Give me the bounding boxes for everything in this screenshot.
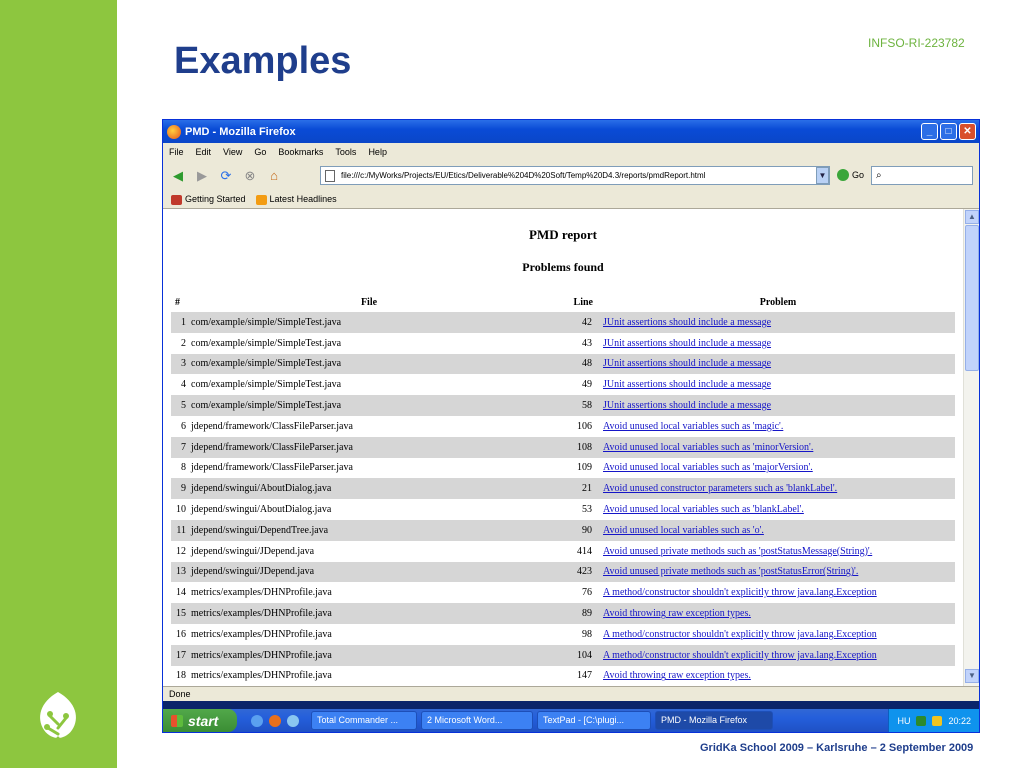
problem-link[interactable]: Avoid unused local variables such as 'o'.: [603, 524, 764, 536]
clock: 20:22: [948, 715, 971, 726]
table-row: [171, 562, 955, 583]
header-line: Line: [573, 296, 593, 308]
table-row: [171, 374, 955, 395]
table-row: [171, 541, 955, 562]
row-problem: [601, 520, 955, 541]
row-file: jdepend/swingui/JDepend.java: [191, 545, 315, 557]
table-row: [171, 624, 955, 645]
row-file: jdepend/swingui/DependTree.java: [189, 520, 549, 541]
row-line: 48: [549, 354, 601, 375]
row-number: 8: [181, 462, 186, 474]
row-line: 147: [577, 670, 592, 682]
go-arrow-icon: [837, 169, 849, 181]
problem-link[interactable]: Avoid unused local variables such as 'magic'.: [603, 420, 784, 432]
row-line: 109: [577, 462, 592, 474]
table-row: [171, 666, 955, 686]
row-line: 42: [549, 312, 601, 333]
row-file: com/example/simple/SimpleTest.java: [189, 395, 549, 416]
menu-help[interactable]: Help: [368, 147, 387, 157]
table-row: [171, 478, 955, 499]
menu-view[interactable]: View: [223, 147, 243, 157]
row-problem: [601, 416, 955, 437]
menu-go[interactable]: Go: [254, 147, 267, 157]
table-row: [171, 354, 955, 375]
task-total-commander[interactable]: Total Commander ...: [311, 711, 417, 730]
problem-link[interactable]: JUnit assertions should include a message: [603, 400, 772, 412]
row-number: 13: [171, 562, 189, 583]
row-file: jdepend/framework/ClassFileParser.java: [191, 462, 353, 474]
row-problem: [601, 458, 955, 479]
home-icon[interactable]: ⌂: [270, 168, 278, 183]
language-indicator[interactable]: HU: [897, 715, 911, 726]
table-row: [171, 603, 955, 624]
row-number: 10: [176, 504, 186, 516]
quick-launch: [251, 715, 299, 727]
firefox-launch-icon[interactable]: [269, 715, 281, 727]
row-line: 58: [549, 395, 601, 416]
tray-network-icon[interactable]: [932, 716, 942, 726]
problem-link[interactable]: Avoid unused constructor parameters such as 'blankLabel'.: [603, 483, 838, 495]
problem-link[interactable]: Avoid throwing raw exception types.: [603, 670, 751, 682]
reload-icon[interactable]: ⟳: [220, 168, 232, 183]
bookmark-getting-started[interactable]: [171, 194, 246, 205]
problem-link[interactable]: JUnit assertions should include a message: [603, 379, 772, 391]
row-line: 21: [549, 478, 601, 499]
row-line: 108: [549, 437, 601, 458]
ie-icon[interactable]: [251, 715, 263, 727]
slide-footer: GridKa School 2009 – Karlsruhe – 2 September 2009: [700, 742, 974, 754]
scroll-up-icon[interactable]: ▲: [965, 210, 979, 224]
minimize-button[interactable]: _: [921, 123, 938, 140]
app-launch-icon[interactable]: [287, 715, 299, 727]
row-number: 5: [171, 395, 189, 416]
row-file: com/example/simple/SimpleTest.java: [189, 312, 549, 333]
row-file: jdepend/swingui/AboutDialog.java: [189, 478, 549, 499]
close-button[interactable]: ✕: [959, 123, 976, 140]
task-firefox[interactable]: PMD - Mozilla Firefox: [655, 711, 773, 730]
row-line: 89: [549, 603, 601, 624]
row-problem: [601, 562, 955, 583]
page-content: [163, 209, 963, 686]
row-problem: [601, 437, 955, 458]
slide-reference: INFSO-RI-223782: [868, 36, 965, 50]
report-title: PMD report: [529, 227, 597, 242]
navigation-toolbar: [163, 161, 979, 191]
row-line: 423: [549, 562, 601, 583]
row-problem: [601, 333, 955, 354]
header-num: #: [175, 296, 180, 308]
row-number: 12: [176, 545, 186, 557]
row-file: jdepend/framework/ClassFileParser.java: [191, 420, 353, 432]
scroll-thumb[interactable]: [965, 225, 979, 371]
row-number: 7: [171, 437, 189, 458]
row-number: 18: [176, 670, 186, 682]
problem-link[interactable]: Avoid unused private methods such as 'postStatusMessage(String)'.: [603, 545, 873, 557]
row-line: 43: [582, 337, 592, 349]
menu-tools[interactable]: Tools: [335, 147, 357, 157]
row-line: 98: [582, 628, 592, 640]
row-line: 104: [549, 645, 601, 666]
row-file: com/example/simple/SimpleTest.java: [189, 354, 549, 375]
problems-table: [171, 292, 955, 686]
page-icon: [325, 170, 335, 182]
row-problem: [601, 624, 955, 645]
table-row: [171, 395, 955, 416]
row-line: 106: [577, 420, 592, 432]
row-problem: [601, 582, 955, 603]
row-number: 11: [171, 520, 189, 541]
stop-icon[interactable]: ⊗: [244, 168, 256, 183]
row-file: com/example/simple/SimpleTest.java: [191, 379, 342, 391]
row-problem: [601, 354, 955, 375]
row-line: 414: [577, 545, 592, 557]
row-problem: [601, 666, 955, 686]
row-file: metrics/examples/DHNProfile.java: [191, 587, 332, 599]
table-header-row: [171, 292, 955, 312]
row-file: jdepend/framework/ClassFileParser.java: [189, 437, 549, 458]
problem-link[interactable]: A method/constructor shouldn't explicitly throw java.lang.Exception: [603, 649, 877, 661]
search-icon: ⌕: [876, 170, 882, 181]
row-problem: [601, 374, 955, 395]
problem-link[interactable]: Avoid unused local variables such as 'blankLabel'.: [603, 504, 804, 516]
task-microsoft-word[interactable]: 2 Microsoft Word...: [421, 711, 533, 730]
row-problem: [601, 541, 955, 562]
row-number: 3: [171, 354, 189, 375]
problem-link[interactable]: Avoid unused local variables such as 'minorVersion'.: [603, 441, 814, 453]
table-row: [171, 458, 955, 479]
header-problem: Problem: [759, 296, 797, 308]
bookmark-latest-headlines[interactable]: [256, 194, 337, 205]
row-line: 90: [549, 520, 601, 541]
task-textpad[interactable]: TextPad - [C:\plugi...: [537, 711, 651, 730]
table-row: [171, 437, 955, 458]
report-subtitle: Problems found: [522, 260, 604, 274]
row-file: jdepend/swingui/JDepend.java: [189, 562, 549, 583]
problem-link[interactable]: JUnit assertions should include a message: [603, 358, 772, 370]
problem-link[interactable]: JUnit assertions should include a message: [603, 337, 772, 349]
row-line: 76: [582, 587, 592, 599]
row-problem: [601, 603, 955, 624]
go-label: Go: [852, 170, 865, 180]
row-number: 1: [171, 312, 189, 333]
maximize-button[interactable]: □: [940, 123, 957, 140]
firefox-icon: [167, 125, 181, 139]
row-file: metrics/examples/DHNProfile.java: [191, 628, 332, 640]
firefox-window: [162, 119, 980, 733]
header-file: File: [360, 296, 378, 308]
row-number: 6: [181, 420, 186, 432]
status-bar: Done: [163, 686, 979, 701]
problem-link[interactable]: A method/constructor shouldn't explicitly throw java.lang.Exception: [603, 628, 877, 640]
row-problem: [601, 312, 955, 333]
tray-app-icon[interactable]: [916, 716, 926, 726]
problem-link[interactable]: Avoid unused local variables such as 'majorVersion'.: [603, 462, 813, 474]
url-dropdown-icon[interactable]: ▼: [816, 167, 829, 184]
row-number: 4: [181, 379, 186, 391]
forward-arrow-icon[interactable]: ▶: [197, 168, 207, 183]
slide-title: Examples: [174, 40, 352, 82]
table-row: [171, 312, 955, 333]
row-number: 17: [171, 645, 189, 666]
row-number: 16: [176, 628, 186, 640]
firefox-bookmark-icon: [171, 195, 182, 205]
window-titlebar[interactable]: [163, 120, 979, 143]
egee-tree-logo-icon: [30, 688, 86, 752]
problem-link[interactable]: Avoid throwing raw exception types.: [603, 608, 751, 620]
row-number: 15: [171, 603, 189, 624]
menu-bookmarks[interactable]: Bookmarks: [278, 147, 324, 157]
row-problem: [601, 645, 955, 666]
row-line: 49: [582, 379, 592, 391]
table-row: [171, 645, 955, 666]
table-row: [171, 582, 955, 603]
table-row: [171, 416, 955, 437]
problem-link[interactable]: Avoid unused private methods such as 'postStatusError(String)'.: [603, 566, 859, 578]
start-label: start: [188, 712, 219, 729]
windows-flag-icon: [171, 715, 183, 727]
row-problem: [601, 395, 955, 416]
bookmark-label: Getting Started: [185, 194, 246, 205]
table-row: [171, 520, 955, 541]
problem-link[interactable]: A method/constructor shouldn't explicitly throw java.lang.Exception: [603, 587, 877, 599]
url-text: file:///c:/MyWorks/Projects/EU/Etics/Deliverable%204D%20Soft/Temp%20D4.3/reports/pmdReport.html: [341, 171, 706, 180]
row-number: 14: [176, 587, 186, 599]
go-button[interactable]: [837, 169, 864, 181]
row-file: com/example/simple/SimpleTest.java: [191, 337, 342, 349]
window-title: PMD - Mozilla Firefox: [185, 125, 296, 138]
slide-left-bar: [0, 0, 117, 768]
bookmarks-toolbar: [163, 191, 979, 209]
menu-edit[interactable]: Edit: [195, 147, 212, 157]
row-number: 9: [171, 478, 189, 499]
row-file: jdepend/swingui/AboutDialog.java: [191, 504, 332, 516]
bookmark-label: Latest Headlines: [269, 194, 337, 205]
windows-taskbar: [163, 709, 979, 732]
table-row: [171, 499, 955, 520]
row-file: metrics/examples/DHNProfile.java: [189, 603, 549, 624]
row-file: metrics/examples/DHNProfile.java: [191, 670, 332, 682]
back-arrow-icon[interactable]: ◀: [173, 168, 183, 183]
table-row: [171, 333, 955, 354]
problem-link[interactable]: JUnit assertions should include a message: [603, 316, 772, 328]
rss-icon: [256, 195, 267, 205]
menu-file[interactable]: File: [169, 147, 184, 157]
menu-bar: [163, 143, 979, 161]
vertical-scrollbar[interactable]: [963, 209, 979, 686]
scroll-down-icon[interactable]: ▼: [965, 669, 979, 683]
start-button[interactable]: [163, 709, 237, 732]
system-tray: [888, 709, 979, 732]
url-bar[interactable]: [320, 166, 830, 185]
row-problem: [601, 478, 955, 499]
search-input[interactable]: [871, 166, 973, 185]
row-file: metrics/examples/DHNProfile.java: [189, 645, 549, 666]
row-line: 53: [582, 504, 592, 516]
row-number: 2: [181, 337, 186, 349]
row-problem: [601, 499, 955, 520]
